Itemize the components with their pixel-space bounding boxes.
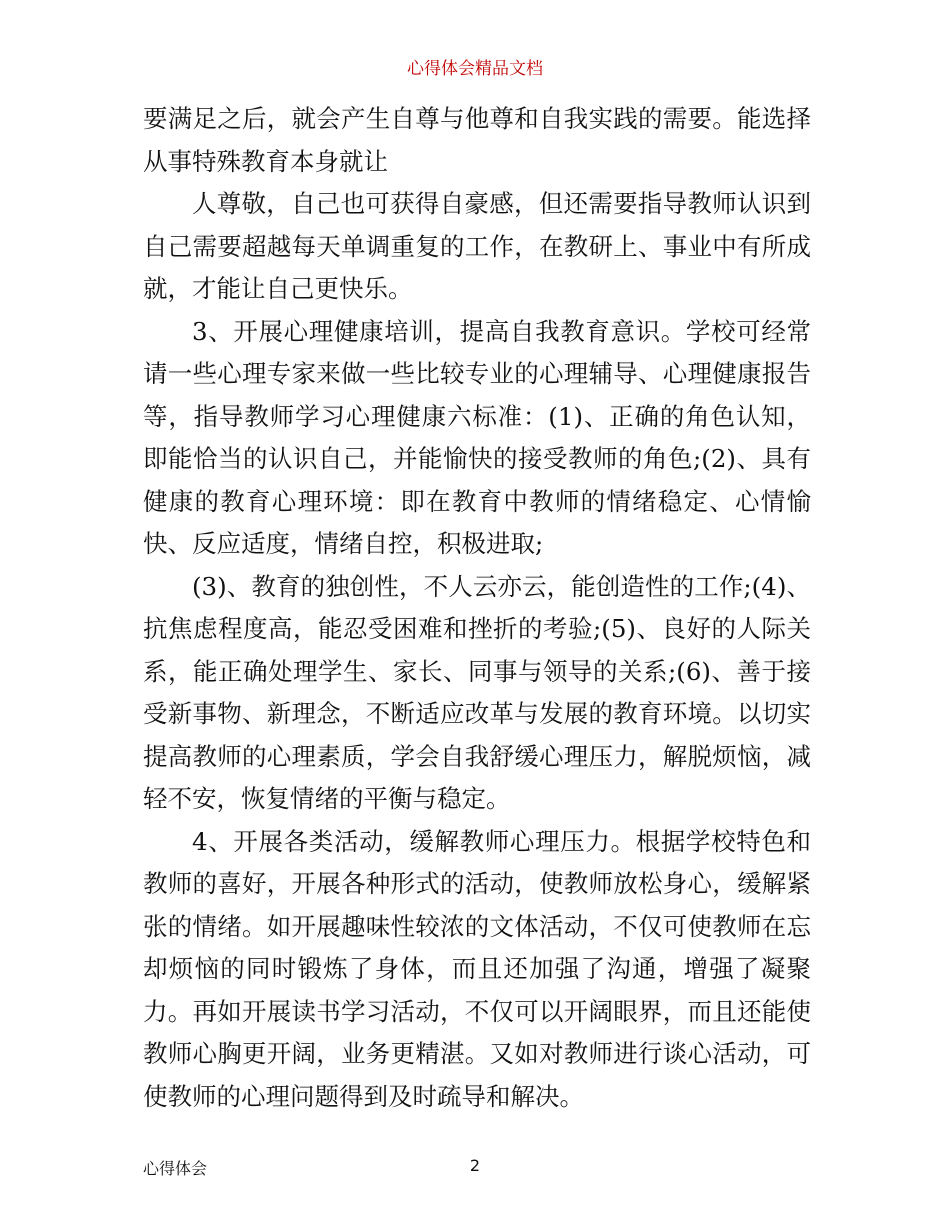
footer-label: 心得体会 [143,1159,208,1178]
paragraph-5: 4、开展各类活动，缓解教师心理压力。根据学校特色和教师的喜好，开展各种形式的活动，使教师放松身心，缓解紧张的情绪。如开展趣味性较浓的文体活动，不仅可使教师在忘却烦恼的同时锻炼了身体，而且还加强了沟通，增强了凝聚力。再如开展读书学习活动，不仅可以开阔眼界，而且还能使教师心胸更开阔，业务更精湛。又如对教师进行谈心活动，可使教师的心理问题得到及时疏导和解决。 [143,826,811,1111]
document-body [143,98,811,1118]
paragraph-2: 人尊敬，自己也可获得自豪感，但还需要指导教师认识到自己需要超越每天单调重复的工作，在教研上、事业中有所成就，才能让自己更快乐。 [143,189,811,303]
paragraph-1: 要满足之后，就会产生自尊与他尊和自我实践的需要。能选择从事特殊教育本身就让 [143,104,811,176]
page-header-title: 心得体会精品文档 [407,59,543,79]
paragraph-3: 3、开展心理健康培训，提高自我教育意识。学校可经常请一些心理专家来做一些比较专业的心理辅导、心理健康报告等，指导教师学习心理健康六标准：(1)、正确的角色认知，即能恰当的认识自己，并能愉快的接受教师的角色;(2)、具有健康的教育心理环境：即在教育中教师的情绪稳定、心情愉快、反应适度，情绪自控，积极进取; [143,316,811,558]
footer-page-number: 2 [469,1156,481,1175]
paragraph-4: (3)、教育的独创性，不人云亦云，能创造性的工作;(4)、抗焦虑程度高，能忍受困难和挫折的考验;(5)、良好的人际关系，能正确处理学生、家长、同事与领导的关系;(6)、善于接受新事物、新理念，不断适应改革与发展的教育环境。以切实提高教师的心理素质，学会自我舒缓心理压力，解脱烦恼，减轻不安，恢复情绪的平衡与稳定。 [143,571,811,813]
